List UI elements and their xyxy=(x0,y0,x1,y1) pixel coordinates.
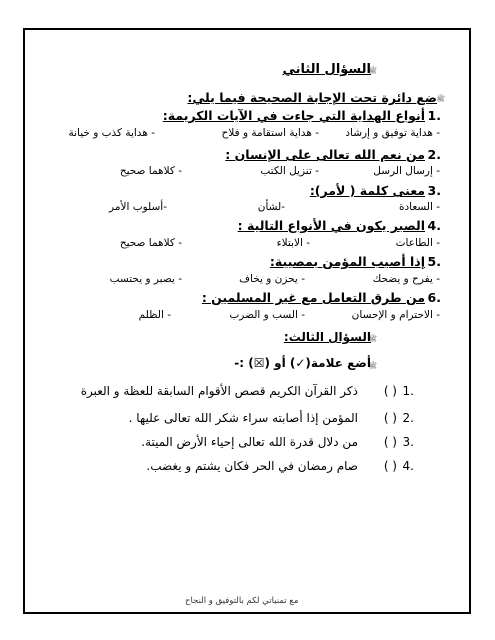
q4-option-2[interactable]: - الابتلاء xyxy=(276,237,310,249)
q2-option-2[interactable]: - تنزيل الكتب xyxy=(260,165,319,177)
q2-text: من نعم الله تعالى على الإنسان : xyxy=(225,147,425,162)
q6-option-2[interactable]: - السب و الضرب xyxy=(229,309,305,321)
q4-option-1[interactable]: - الطاعات xyxy=(395,237,440,249)
tf1-answer-box[interactable]: ( ) xyxy=(383,384,397,398)
section3-mark: ﷺ xyxy=(368,335,377,343)
tf2-answer-box[interactable]: ( ) xyxy=(383,411,397,425)
q4-option-3[interactable]: - كلاهما صحيح xyxy=(119,237,182,249)
tf4-number: .4 xyxy=(402,459,414,473)
q3-option-3[interactable]: -أسلوب الأمر xyxy=(109,201,167,213)
tf4-text: صام رمضان في الحر فكان يشتم و يغضب. xyxy=(146,459,358,473)
section3-title: السؤال الثالث: xyxy=(283,330,371,344)
q5-number: .5 xyxy=(427,254,441,269)
tf1-number: .1 xyxy=(402,384,414,398)
section2-title: السؤال الثاني xyxy=(282,62,371,77)
tf3-number: .3 xyxy=(402,435,414,449)
q1-text: أنواع الهداية التي جاءت في الآيات الكريمة: xyxy=(162,108,425,123)
q1-option-3[interactable]: - هداية كذب و خيانة xyxy=(68,127,155,139)
q5-option-2[interactable]: - يحزن و يخاف xyxy=(239,273,305,285)
tf4-answer-box[interactable]: ( ) xyxy=(383,459,397,473)
q1-number: .1 xyxy=(427,108,441,123)
q2-option-3[interactable]: - كلاهما صحيح xyxy=(119,165,182,177)
q3-option-2[interactable]: -لشأن xyxy=(257,201,285,213)
tf2-text: المؤمن إذا أصابته سراء شكر الله تعالى عليها . xyxy=(128,411,358,425)
q5-option-3[interactable]: - يصبر و يحتسب xyxy=(109,273,182,285)
tf1-text: ذكر القرآن الكريم قصص الأقوام السابقة للعظة و العبرة xyxy=(80,384,358,398)
section2-instruction: ضع دائرة تحت الإجابة الصحيحة فيما يلي: xyxy=(187,90,437,105)
section2-instruction-mark: ﷺ xyxy=(436,95,445,103)
footer-note: مع تمنياتي لكم بالتوفيق و النجاح xyxy=(185,596,299,606)
q2-option-1[interactable]: - إرسال الرسل xyxy=(373,165,440,177)
q3-text: معنى كلمة ( لأمر): xyxy=(309,183,425,198)
q4-text: الصبر يكون في الأنواع التالية : xyxy=(237,218,425,233)
tf2-number: .2 xyxy=(402,411,414,425)
section3-instruction: أضع علامة(✓) أو (☒) :- xyxy=(234,356,371,370)
q1-option-2[interactable]: - هداية استقامة و فلاح xyxy=(221,127,319,139)
q5-option-1[interactable]: - يفرح و يضحك xyxy=(372,273,440,285)
q6-option-1[interactable]: - الاحترام و الإحسان xyxy=(351,309,440,321)
tf3-text: من دلال قدرة الله تعالى إحياء الأرض الميتة. xyxy=(141,435,358,449)
section3-instruction-mark: ﷺ xyxy=(368,362,377,370)
q3-number: .3 xyxy=(427,183,441,198)
q3-option-1[interactable]: - السعادة xyxy=(398,201,440,213)
q5-text: إذا أصيب المؤمن بمصيبة: xyxy=(269,254,425,269)
q4-number: .4 xyxy=(427,218,441,233)
tf3-answer-box[interactable]: ( ) xyxy=(383,435,397,449)
q6-option-3[interactable]: - الظلم xyxy=(138,309,171,321)
q1-option-1[interactable]: - هداية توفيق و إرشاد xyxy=(345,127,440,139)
q6-text: من طرق التعامل مع غير المسلمين : xyxy=(201,290,425,305)
section2-mark: ﷺ xyxy=(368,67,377,75)
q6-number: .6 xyxy=(427,290,441,305)
q2-number: .2 xyxy=(427,147,441,162)
